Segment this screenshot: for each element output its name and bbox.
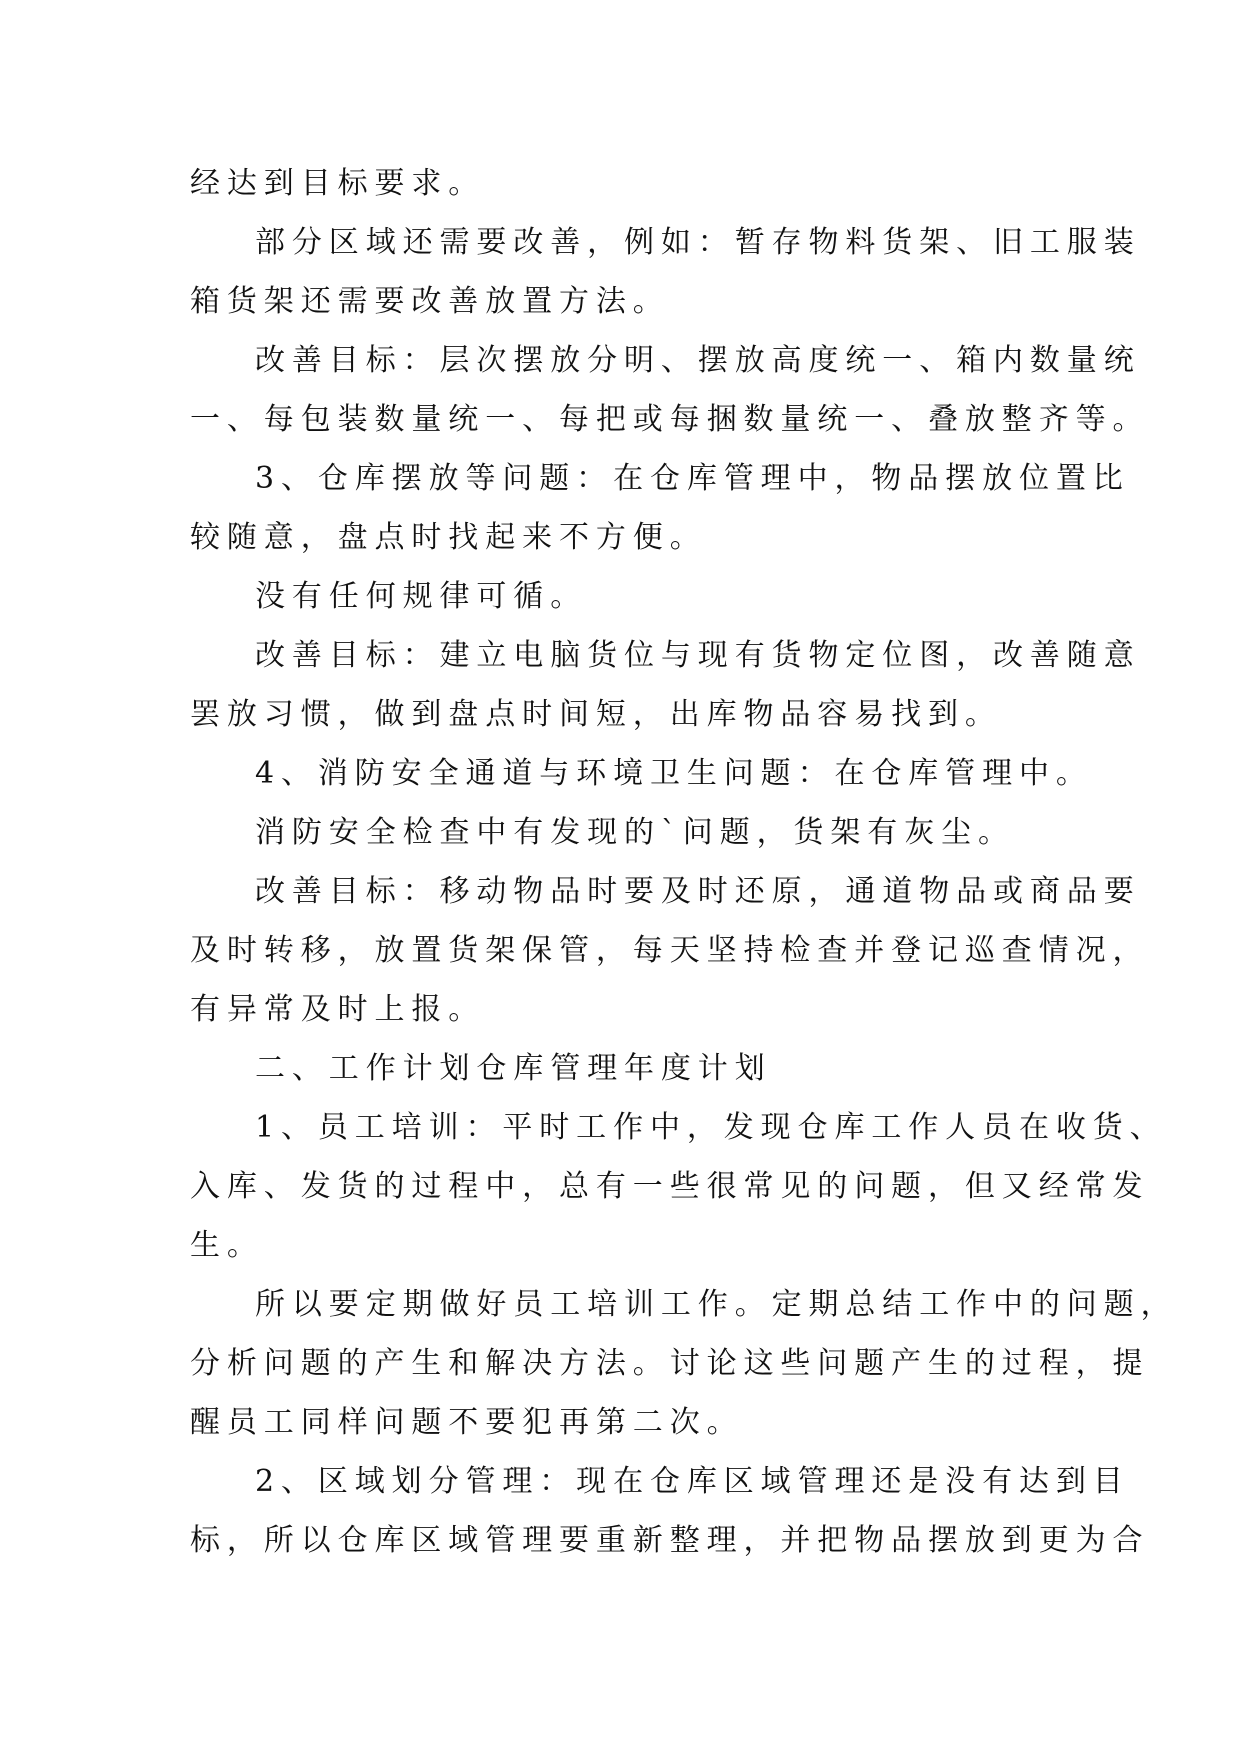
text-line-22: 醒员工同样问题不要犯再第二次。: [190, 1405, 744, 1440]
text-line-5: 一、每包装数量统一、每把或每捆数量统一、叠放整齐等。: [190, 402, 1150, 437]
text-line-9: 改善目标：建立电脑货位与现有货物定位图，改善随意: [255, 638, 1141, 673]
text-line-12: 消防安全检查中有发现的`问题，货架有灰尘。: [255, 815, 1015, 850]
text-line-10: 罢放习惯，做到盘点时间短，出库物品容易找到。: [190, 697, 1002, 732]
text-line-4: 改善目标：层次摆放分明、摆放高度统一、箱内数量统: [255, 343, 1141, 378]
text-line-11: 4、消防安全通道与环境卫生问题：在仓库管理中。: [255, 756, 1093, 791]
text-line-2: 部分区域还需要改善，例如：暂存物料货架、旧工服装: [255, 225, 1141, 260]
text-line-21: 分析问题的产生和解决方法。讨论这些问题产生的过程，提: [190, 1346, 1150, 1381]
text-line-3: 箱货架还需要改善放置方法。: [190, 284, 670, 319]
text-line-19: 生。: [190, 1228, 264, 1263]
text-line-20: 所以要定期做好员工培训工作。定期总结工作中的问题，: [255, 1287, 1178, 1322]
text-line-17: 1、员工培训：平时工作中，发现仓库工作人员在收货、: [255, 1110, 1167, 1145]
text-line-6: 3、仓库摆放等问题：在仓库管理中，物品摆放位置比: [255, 461, 1130, 496]
text-line-18: 入库、发货的过程中，总有一些很常见的问题，但又经常发: [190, 1169, 1150, 1204]
text-line-1: 经达到目标要求。: [190, 166, 486, 201]
text-line-8: 没有任何规律可循。: [255, 579, 588, 614]
section-heading: 二、工作计划仓库管理年度计划: [255, 1051, 772, 1086]
text-line-24: 标，所以仓库区域管理要重新整理，并把物品摆放到更为合: [190, 1523, 1150, 1558]
text-line-15: 有异常及时上报。: [190, 992, 486, 1027]
text-line-14: 及时转移，放置货架保管，每天坚持检查并登记巡查情况，: [190, 933, 1150, 968]
text-line-13: 改善目标：移动物品时要及时还原，通道物品或商品要: [255, 874, 1141, 909]
text-line-23: 2、区域划分管理：现在仓库区域管理还是没有达到目: [255, 1464, 1130, 1499]
text-line-7: 较随意，盘点时找起来不方便。: [190, 520, 707, 555]
